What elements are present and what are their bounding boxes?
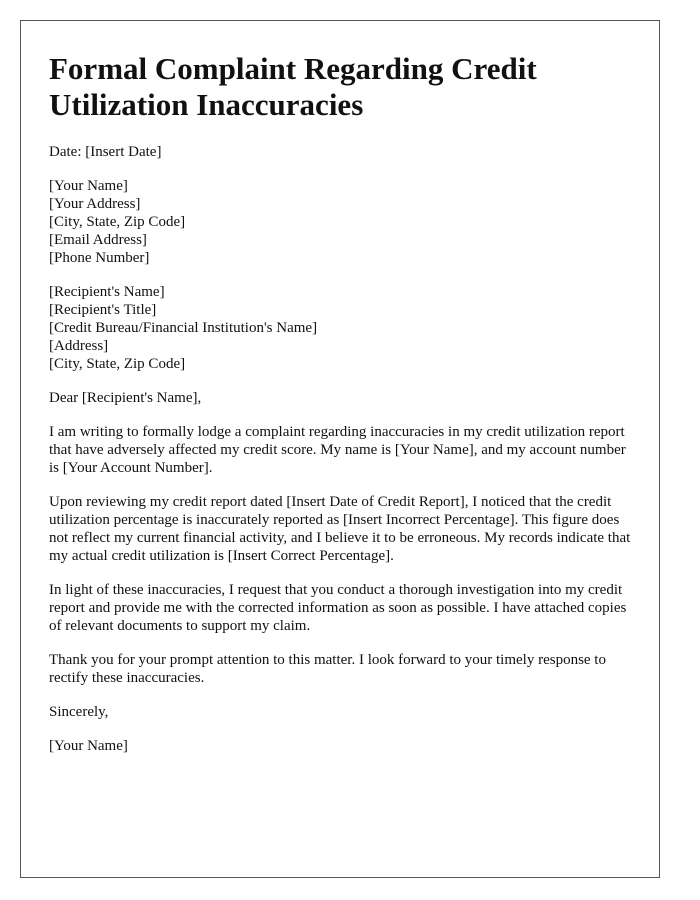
sender-phone: [Phone Number] (49, 250, 150, 266)
body-paragraph-thanks: Thank you for your prompt attention to this matter. I look forward to your timely response to rectify these inaccuracies. (49, 652, 606, 686)
salutation: Dear [Recipient's Name], (49, 390, 202, 406)
recipient-address-block (49, 283, 631, 373)
signature-name: [Your Name] (49, 738, 128, 754)
sender-email: [Email Address] (49, 232, 147, 248)
signature-block (49, 737, 631, 755)
closing: Sincerely, (49, 704, 109, 720)
date-block (49, 143, 631, 161)
body-paragraph-request: In light of these inaccuracies, I request that you conduct a thorough investigation into my credit report and provide me with the corrected information as soon as possible. I have attached copies of relevant documents to support my claim. (49, 582, 627, 634)
recipient-institution: [Credit Bureau/Financial Institution's Name] (49, 320, 318, 336)
sender-city-state-zip: [City, State, Zip Code] (49, 214, 186, 230)
recipient-city-state-zip: [City, State, Zip Code] (49, 356, 186, 372)
salutation-block (49, 389, 631, 407)
recipient-name: [Recipient's Name] (49, 284, 165, 300)
letter-page (20, 20, 660, 878)
sender-name: [Your Name] (49, 178, 128, 194)
closing-block (49, 703, 631, 721)
recipient-address: [Address] (49, 338, 109, 354)
sender-address: [Your Address] (49, 196, 141, 212)
body-paragraph-intro: I am writing to formally lodge a complaint regarding inaccuracies in my credit utilization report that have adversely affected my credit score. My name is [Your Name], and my account number is [Your Account Number]. (49, 424, 626, 476)
date-line: Date: [Insert Date] (49, 144, 162, 160)
letter-title: Formal Complaint Regarding Credit Utilization Inaccuracies (49, 51, 537, 122)
body-paragraph-details: Upon reviewing my credit report dated [Insert Date of Credit Report], I noticed that the credit utilization percentage is inaccurately reported as [Insert Incorrect Percentage]. This figure does not reflect my current financial activity, and I believe it to be erroneous. My records indicate that my actual credit utilization is [Insert Correct Percentage]. (49, 494, 631, 564)
sender-address-block (49, 177, 631, 267)
recipient-title: [Recipient's Title] (49, 302, 157, 318)
